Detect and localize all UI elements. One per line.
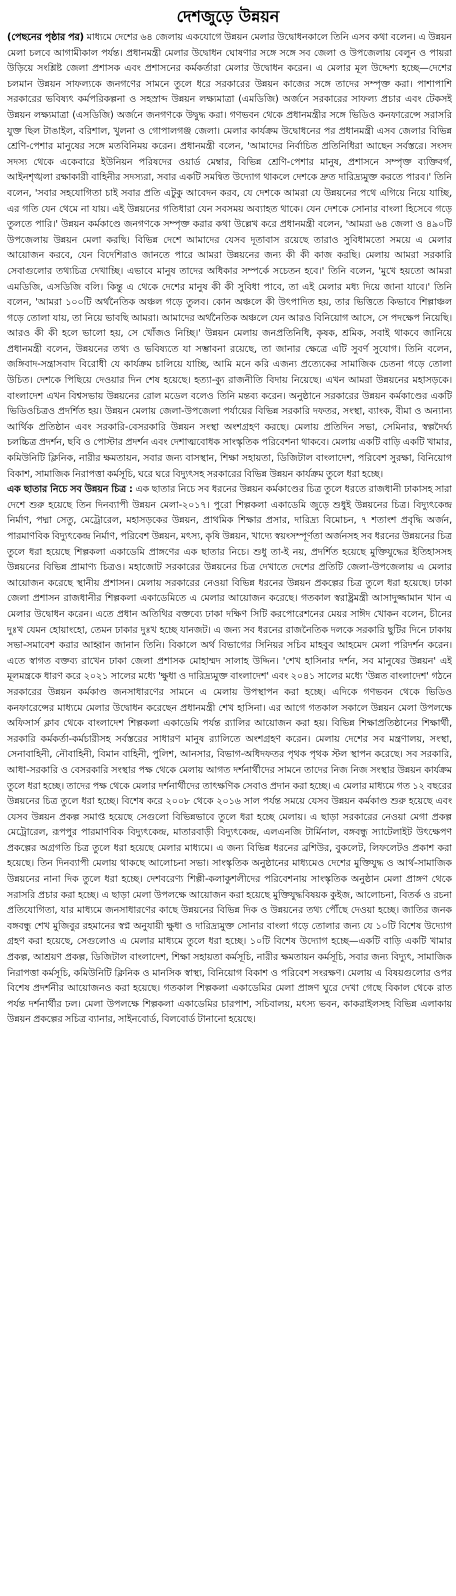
article-body-text-1: মাধ্যমে দেশের ৬৪ জেলায় একযোগে উন্নয়ন মেলার উদ্বোধনকালে তিনি এসব কথা বলেন। এ উন্নয়ন মেলা চলবে আগামীকাল পর্যন্ত। প্রধানমন্ত্রী মেলার উদ্বোধন ঘোষণার সঙ্গে সঙ্গে সব জেলা ও উপজেলায় বেলুন ও পায়রা উড়িয়ে সংশ্লিষ্ট জেলা প্রশাসক এবং প্রশাসনের কর্মকর্তারা মেলার উদ্বোধন করেন। এ মেলার মূল উদ্দেশ্য হচ্ছে—দেশের চলমান উন্নয়ন সাফল্যকে জনগণের সামনে তুলে ধরে সরকারের উন্নয়ন কাজের সঙ্গে তাদের সম্পৃক্ত করা। পাশাপাশি সরকারের ভবিষ্যৎ কর্মপরিকল্পনা ও সহস্রাব্দ উন্নয়ন লক্ষ্যমাত্রা (এমডিজি) অর্জনে সরকারের সাফল্য প্রচার এবং টেকসই উন্নয়ন লক্ষ্যমাত্রা (এসডিজি) অর্জনে জনগণকে উদ্বুদ্ধ করা। গণভবন থেকে প্রধানমন্ত্রীর সঙ্গে ভিডিও কনফারেন্সে সরাসরি যুক্ত ছিল টাঙাইল, বরিশাল, খুলনা ও গোপালগঞ্জ জেলা। মেলার কার্যক্রম উদ্বোধনের পর প্রধানমন্ত্রী এসব জেলার বিভিন্ন শ্রেণি-পেশার মানুষের সঙ্গে মতবিনিময় করেন। প্রধানমন্ত্রী বলেন, 'আমাদের নির্বাচিত প্রতিনিধিরা আছেন সর্বস্তরে। সংসদ সদস্য থেকে একেবারে ইউনিয়ন পরিষদের ওয়ার্ড মেম্বার, বিভিন্ন শ্রেণি-পেশার মানুষ, প্রশাসনে সম্পৃক্ত ব্যক্তিবর্গ, আইনশৃঙ্খলা রক্ষাকারী বাহিনীর সদস্যরা, সবার একটি সমন্বিত উদ্যোগ থাকলে দেশকে দ্রুত দারিদ্র্যমুক্ত করতে পারব।' তিনি বলেন, 'সবার সহযোগিতা চাই সবার প্রতি এটুকু আবেদন করব, যে দেশকে আমরা যে উন্নয়নের পথে এগিয়ে নিয়ে যাচ্ছি, এর গতি যেন থেমে না যায়। এই উন্নয়নের গতিধারা যেন সবসময় অব্যাহত থাকে। যেন দেশকে সোনার বাংলা হিসেবে গড়ে তুলতে পারি।' উন্নয়ন কর্মকাণ্ডে জনগণকে সম্পৃক্ত করার কথা উল্লেখ করে প্রধানমন্ত্রী বলেন, 'আমরা ৬৪ জেলা ও ৪৯০টি উপজেলায় উন্নয়ন মেলা করছি। বিভিন্ন দেশে আমাদের যেসব দূতাবাস রয়েছে তারাও সুবিধামতো সময়ে এ মেলার আয়োজন করবে, যেন বিদেশিরাও জানতে পারে আমরা উন্নয়নের জন্য কী কী কাজ করছি। মেলায় আমরা সরকারি সেবাগুলোর তথ্যচিত্র দেখাচ্ছি। এভাবে মানুষ তাদের অধিকার সম্পর্কে সচেতন হবে।' তিনি বলেন, 'মুখে হয়তো আমরা এমডিজি, এসডিজি বলি। কিন্তু এ থেকে দেশের মানুষ কী কী সুবিধা পাবে, তা এই মেলার মধ্য দিয়ে জানা যাবে।' তিনি বলেন, 'আমরা ১০০টি অর্থনৈতিক অঞ্চল গড়ে তুলব। কোন অঞ্চলে কী উৎপাদিত হয়, তার ভিত্তিতে কিভাবে শিল্পাঞ্চল গড়ে তোলা যায়, তা নিয়ে ভাবছি আমরা। আমাদের অর্থনৈতিক অঞ্চলে যেন আরও বিনিয়োগ আসে, সে পদক্ষেপ নিয়েছি। আরও কী কী হলে ভালো হয়, সে খোঁজও নিচ্ছি।' উন্নয়ন মেলায় জনপ্রতিনিধি, কৃষক, শ্রমিক, সবাই থাকবে জানিয়ে প্রধানমন্ত্রী বলেন, উন্নয়নের তথ্য ও ভবিষ্যতে যা সম্ভাবনা রয়েছে, তা জানার ক্ষেত্রে এটি সুবর্ণ সুযোগ। তিনি বলেন, জঙ্গিবাদ-সন্ত্রাসবাদ বিরোধী যে কার্যক্রম চালিয়ে যাচ্ছি, আমি মনে করি এজন্য প্রত্যেকের সামাজিক চেতনা গড়ে তোলা উচিত। দেশকে পিছিয়ে দেওয়ার দিন শেষ হয়েছে। হত্যা-ক্যু রাজনীতি বিদায় নিয়েছে। এখন আমরা উন্নয়নের মহাসড়কে। বাংলাদেশ এখন বিশ্বসভায় উন্নয়নের রোল মডেল বলেও তিনি মন্তব্য করেন। অনুষ্ঠানে সরকারের উন্নয়ন কর্মকাণ্ডের একটি ভিডিওচিত্রও প্রদর্শিত হয়। উন্নয়ন মেলায় জেলা-উপজেলা পর্যায়ের বিভিন্ন সরকারি দফতর, সংস্থা, ব্যাংক, বীমা ও অন্যান্য আর্থিক প্রতিষ্ঠান এবং সরকারি-বেসরকারি উন্নয়ন সংস্থা অংশগ্রহণ করছে। মেলায় প্রতিদিন সভা, সেমিনার, স্বল্পদৈর্ঘ্য চলচ্চিত্র প্রদর্শন, ছবি ও পোস্টার প্রদর্শন এবং দেশাত্মবোধক সাংস্কৃতিক পরিবেশনা থাকবে। মেলায় একটি বাড়ি একটি খামার, কমিউনিটি ক্লিনিক, নারীর ক্ষমতায়ন, সবার জন্য বাসস্থান, শিক্ষা সহায়তা, ডিজিটাল বাংলাদেশ, পরিবেশ সুরক্ষা, বিনিয়োগ বিকাশ, সামাজিক নিরাপত্তা কর্মসূচি, ঘরে ঘরে বিদ্যুৎসহ সরকারের বিভিন্ন উন্নয়ন কার্যক্রম তুলে ধরা হচ্ছে। — [7, 32, 452, 480]
article-headline: দেশজুড়ে উন্নয়ন — [176, 7, 280, 26]
article-paragraph-sub — [7, 482, 452, 1028]
article-body — [0, 30, 456, 1028]
article-body-text-2: এক ছাতার নিচে সব ধরনের উন্নয়ন কর্মকাণ্ডের চিত্র তুলে ধরতে রাজধানী ঢাকাসহ সারা দেশে শুরু হয়েছে তিন দিনব্যাপী উন্নয়ন মেলা-২০১৭। পুরো শিল্পকলা একাডেমি জুড়ে শুধুই উন্নয়নের চিত্র। বিদ্যুৎকেন্দ্র নির্মাণ, পদ্মা সেতু, মেট্রোরেল, মহাসড়কের উন্নয়ন, প্রাথমিক শিক্ষার প্রসার, দারিদ্র্য বিমোচন, ৭ শতাংশ প্রবৃদ্ধি অর্জন, পারমাণবিক বিদ্যুৎকেন্দ্র নির্মাণ, পরিবেশ উন্নয়ন, মৎস্য, কৃষি উন্নয়ন, খাদ্যে স্বয়ংসম্পূর্ণতা অর্জনসহ সব ধরনের উন্নয়নের চিত্র তুলে ধরা হয়েছে শিল্পকলা একাডেমি প্রাঙ্গণের এক ছাতার নিচে। শুধু তা-ই নয়, প্রদর্শিত হয়েছে মুক্তিযুদ্ধের ইতিহাসসহ উন্নয়নের বিভিন্ন প্রামাণ্য চিত্রও। মহাজোট সরকারের উন্নয়নের চিত্র দেখাতে দেশের প্রতিটি জেলা-উপজেলায় এ মেলার আয়োজন করেছে স্থানীয় প্রশাসন। মেলায় সরকারের নেওয়া বিভিন্ন ধরনের উন্নয়ন প্রকল্পের চিত্র তুলে ধরা হয়েছে। ঢাকা জেলা প্রশাসন রাজধানীর শিল্পকলা একাডেমিতে এ মেলার আয়োজন করেছে। গতকাল স্বরাষ্ট্রমন্ত্রী আসাদুজ্জামান খান এ মেলার উদ্বোধন করেন। এতে প্রধান অতিথির বক্তব্যে ঢাকা দক্ষিণ সিটি করপোরেশনের মেয়র সাঈদ খোকন বলেন, চীনের দুঃখ যেমন হোয়াংহো, তেমন ঢাকার দুঃখ হচ্ছে যানজট। এ জন্য সব ধরনের রাজনৈতিক দলকে সরকারি ছুটির দিনে ঢাকায় সভা-সমাবেশ করার আহ্বান জানান তিনি। বিকালে অর্থ বিভাগের সিনিয়র সচিব মাহবুব আহমেদ মেলা পরিদর্শন করেন। এতে স্বাগত বক্তব্য রাখেন ঢাকা জেলা প্রশাসক মোহাম্মদ সালাহ উদ্দিন। 'শেখ হাসিনার দর্শন, সব মানুষের উন্নয়ন' এই মূলমন্ত্রকে ধারণ করে ২০২১ সালের মধ্যে 'ক্ষুধা ও দারিদ্র্যমুক্ত বাংলাদেশ' এবং ২০৪১ সালের মধ্যে 'উন্নত বাংলাদেশ' গঠনে সরকারের উন্নয়ন কর্মকাণ্ড জনসাধারণের সামনে এ মেলায় উপস্থাপন করা হচ্ছে। এদিকে গণভবন থেকে ভিডিও কনফারেন্সের মাধ্যমে মেলার উদ্বোধন করেছেন প্রধানমন্ত্রী শেখ হাসিনা। এর আগে গতকাল সকালে উন্নয়ন মেলা উপলক্ষে অফিসার্স ক্লাব থেকে বাংলাদেশ শিল্পকলা একাডেমি পর্যন্ত র‌্যালির আয়োজন করা হয়। বিভিন্ন শিক্ষাপ্রতিষ্ঠানের শিক্ষার্থী, সরকারি কর্মকর্তা-কর্মচারীসহ সর্বস্তরের সাধারণ মানুষ র‌্যালিতে অংশগ্রহণ করেন। মেলায় দেশের সব মন্ত্রণালয়, সংস্থা, সেনাবাহিনী, নৌবাহিনী, বিমান বাহিনী, পুলিশ, আনসার, বিভাগ-অধিদফতর পৃথক পৃথক স্টল স্থাপন করেছে। সব সরকারি, আধা-সরকারি ও বেসরকারি সংস্থার পক্ষ থেকে মেলায় আগত দর্শনার্থীদের সামনে তাদের নিজ নিজ সংস্থার উন্নয়ন কার্যক্রম তুলে ধরা হচ্ছে। তাদের পক্ষ থেকে মেলার দর্শনার্থীদের তাৎক্ষণিক সেবাও প্রদান করা হচ্ছে। এ মেলার মাধ্যমে গত ১২ বছরের উন্নয়নের চিত্র তুলে ধরা হচ্ছে। বিশেষ করে ২০০৮ থেকে ২০১৬ সাল পর্যন্ত সময়ে যেসব উন্নয়ন কর্মকাণ্ড শুরু হয়েছে এবং যেসব উন্নয়ন প্রকল্প সমাপ্ত হয়েছে সেগুলো বিভিন্নভাবে তুলে ধরা হচ্ছে মেলায়। এ ছাড়া সরকারের নেওয়া মেগা প্রকল্প মেট্রোরেল, রূপপুর পারমাণবিক বিদ্যুৎকেন্দ্র, মাতারবাড়ী বিদ্যুৎকেন্দ্র, এলএনজি টার্মিনাল, বঙ্গবন্ধু স্যাটেলাইট উৎক্ষেপণ প্রকল্পের অগ্রগতি চিত্র তুলে ধরা হয়েছে মেলার মাধ্যমে। এ জন্য বিভিন্ন ধরনের ব্রশিউর, বুকলেট, লিফলেটও প্রকাশ করা হয়েছে। তিন দিনব্যাপী মেলায় থাকছে আলোচনা সভা। সাংস্কৃতিক অনুষ্ঠানের মাধ্যমেও দেশের মুক্তিযুদ্ধ ও আর্থ-সামাজিক উন্নয়নের নানা দিক তুলে ধরা হচ্ছে। দেশবরেণ্য শিল্পী-কলাকুশলীদের পরিবেশনায় সাংস্কৃতিক অনুষ্ঠান মেলা প্রাঙ্গণ থেকে সরাসরি প্রচার করা হচ্ছে। এ ছাড়া মেলা উপলক্ষে আয়োজন করা হয়েছে মুক্তিযুদ্ধবিষয়ক কুইজ, আলোচনা, বিতর্ক ও রচনা প্রতিযোগিতা, যার মাধ্যমে জনসাধারণের কাছে উন্নয়নের বিভিন্ন দিক ও উন্নয়নের তথ্য পৌঁছে দেওয়া হচ্ছে। জাতির জনক বঙ্গবন্ধু শেখ মুজিবুর রহমানের স্বপ্ন অনুযায়ী ক্ষুধা ও দারিদ্র্যমুক্ত সোনার বাংলা গড়ে তোলার জন্য যে ১০টি বিশেষ উদ্যোগ গ্রহণ করা হয়েছে, সেগুলোও এ মেলার মাধ্যমে তুলে ধরা হচ্ছে। ১০টি বিশেষ উদ্যোগ হচ্ছে—একটি বাড়ি একটি খামার প্রকল্প, আশ্রয়ণ প্রকল্প, ডিজিটাল বাংলাদেশ, শিক্ষা সহায়তা কর্মসূচি, নারীর ক্ষমতায়ন কর্মসূচি, সবার জন্য বিদ্যুৎ, সামাজিক নিরাপত্তা কর্মসূচি, কমিউনিটি ক্লিনিক ও মানসিক স্বাস্থ্য, বিনিয়োগ বিকাশ ও পরিবেশ সংরক্ষণ। মেলায় এ বিষয়গুলোর ওপর বিশেষ প্রদর্শনীর আয়োজনও করা হয়েছে। গতকাল শিল্পকলা একাডেমির মেলা প্রাঙ্গণ ঘুরে দেখা গেছে বিকাল থেকে রাত পর্যন্ত দর্শনার্থীর ঢল। মেলা উপলক্ষে শিল্পকলা একাডেমির চারপাশ, সচিবালয়, মৎস্য ভবন, কাকরাইলসহ বিভিন্ন এলাকায় উন্নয়ন প্রকল্পের সচিত্র ব্যানার, সাইনবোর্ড, বিলবোর্ড টানানো হয়েছে। — [7, 484, 452, 1026]
subheading-lead: এক ছাতার নিচে সব উন্নয়ন চিত্র : — [7, 484, 133, 496]
continued-from-back-page-tag: (পেছনের পৃষ্ঠার পর) — [7, 32, 84, 43]
article-paragraph-main — [7, 30, 452, 482]
